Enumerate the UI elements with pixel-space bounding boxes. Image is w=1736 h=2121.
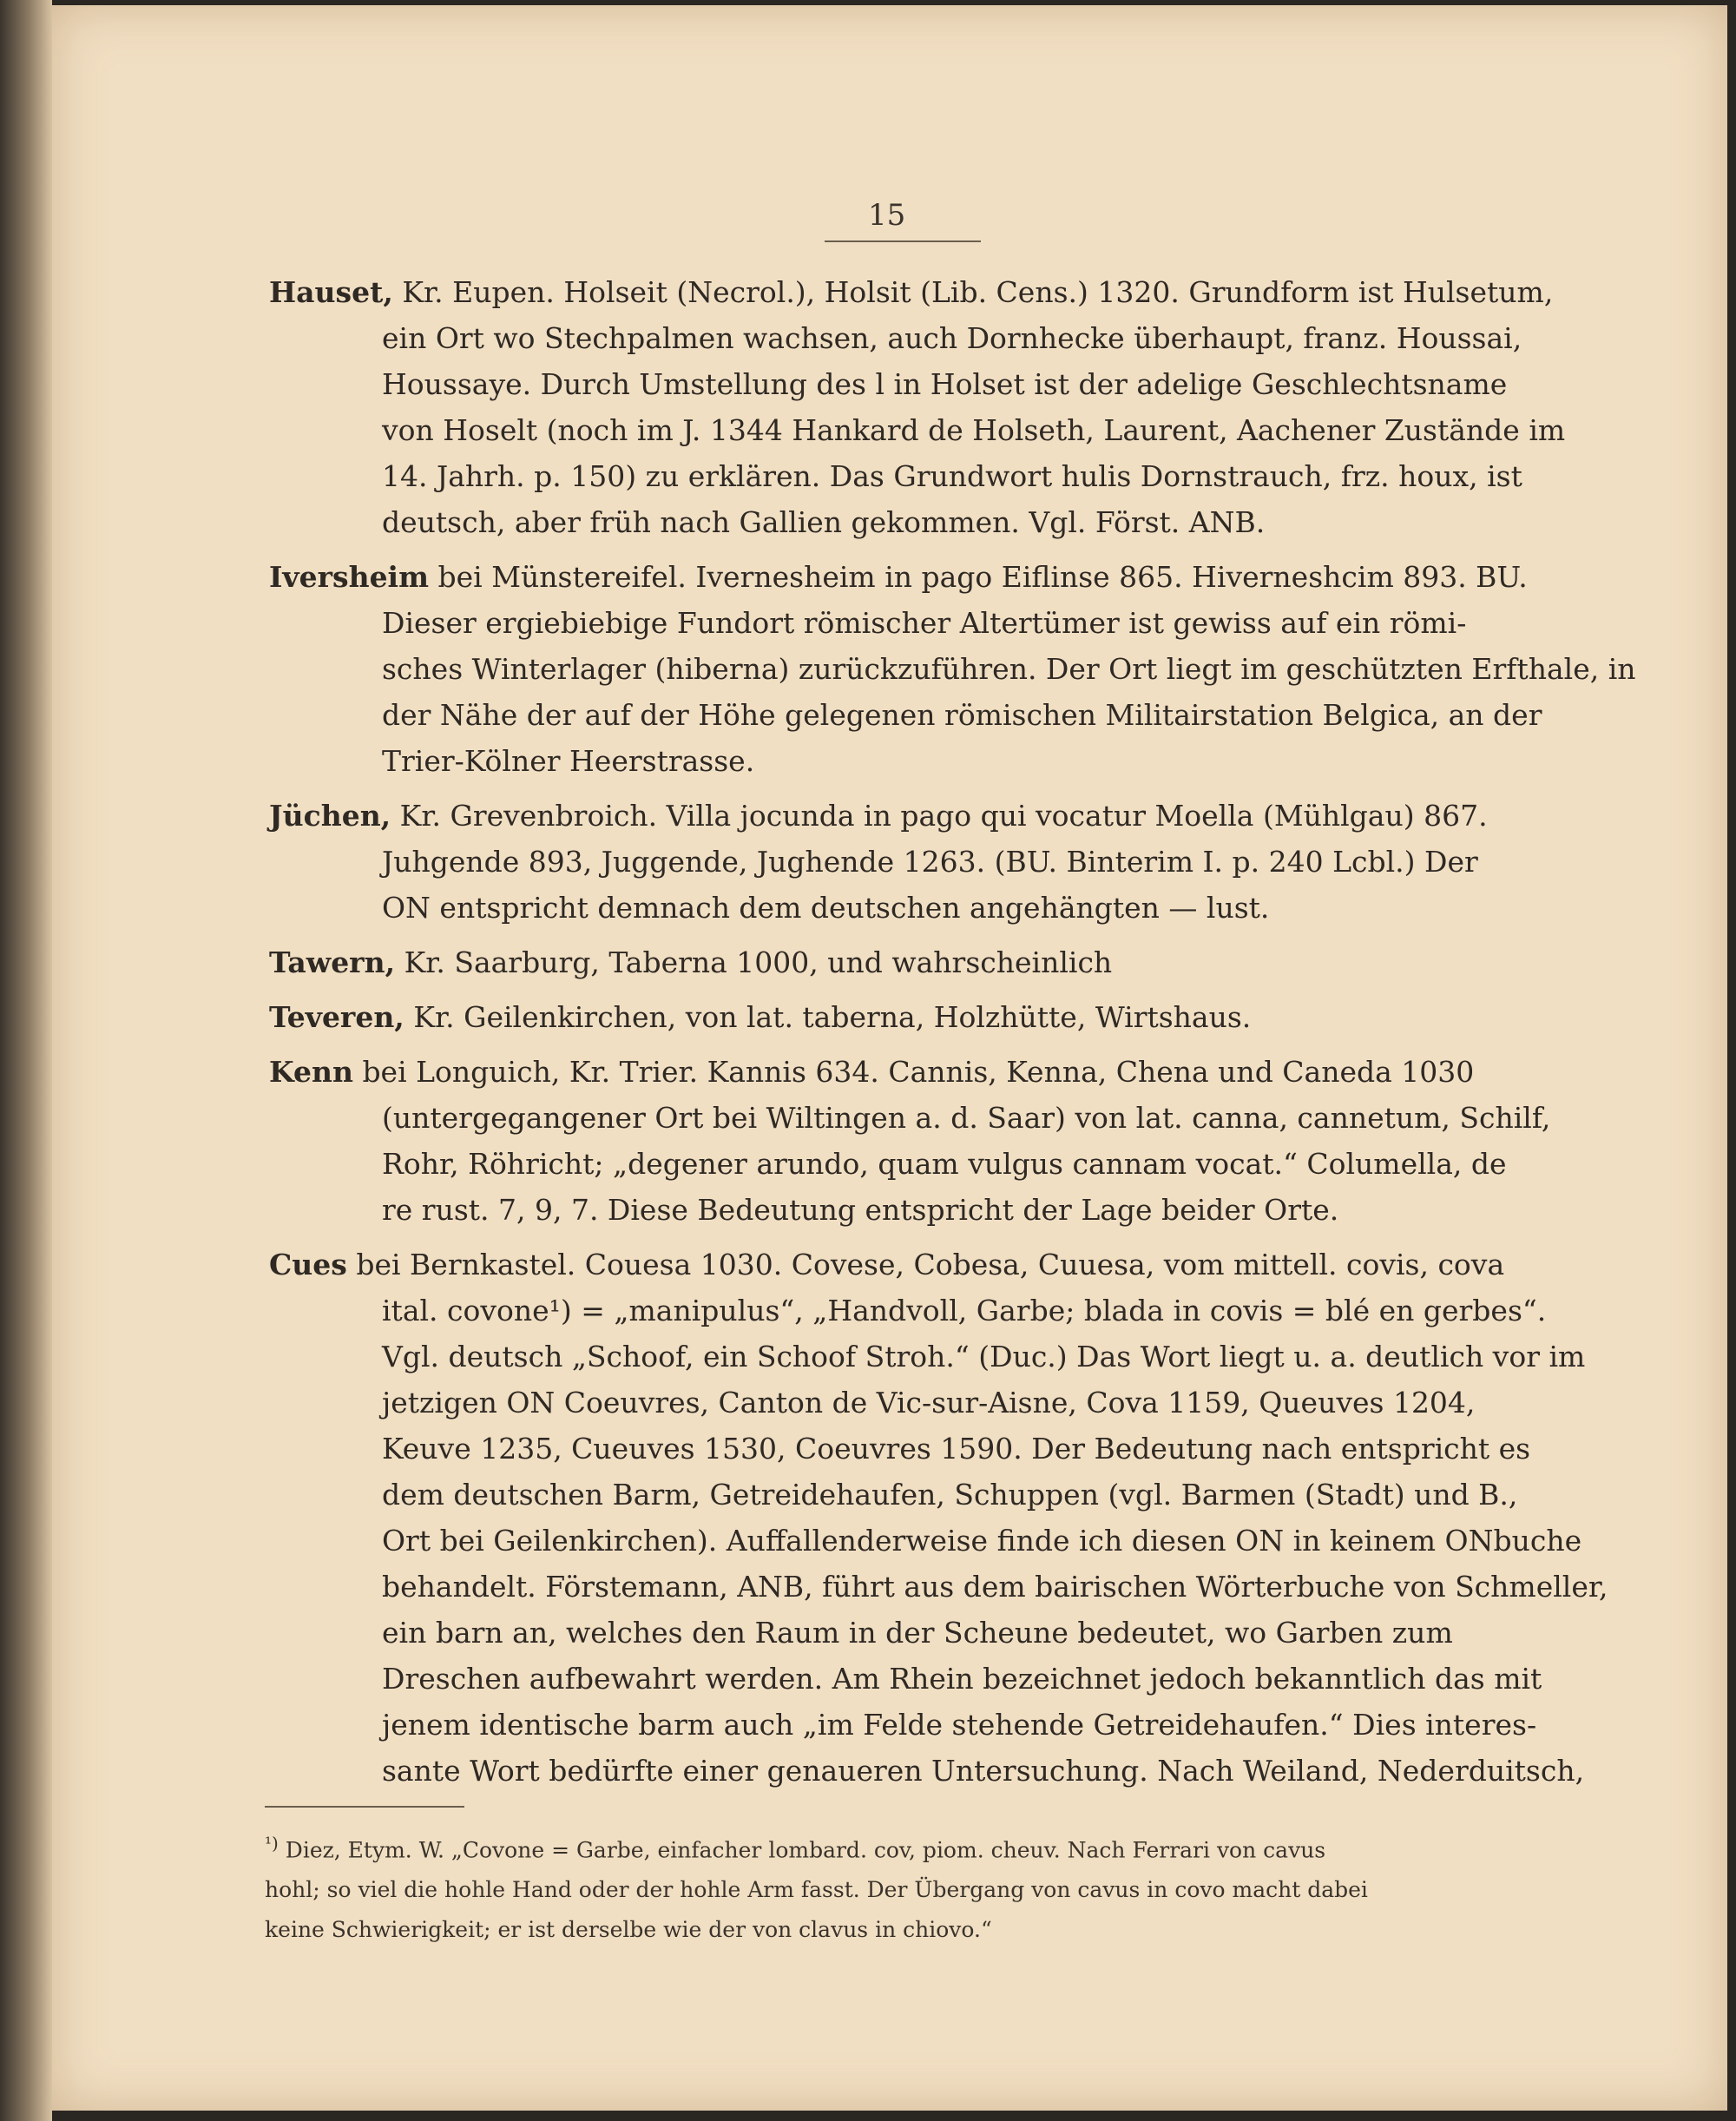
entry-line: Vgl. deutsch „Schoof, ein Schoof Stroh.“ (Duc.) Das Wort liegt u. a. deutlich vor im [382, 1340, 1586, 1373]
entry-cues [269, 1242, 1608, 1794]
entry-hauset [269, 269, 1566, 545]
entry-line: Kr. Geilenkirchen, von lat. taberna, Holzhütte, Wirtshaus. [413, 1000, 1252, 1034]
entry-iversheim [269, 554, 1636, 784]
entry-line: ein barn an, welches den Raum in der Scheune bedeutet, wo Garben zum [382, 1616, 1453, 1650]
entry-line: ital. covone¹) = „manipulus“, „Handvoll, Garbe; blada in covis = blé en gerbes“. [382, 1294, 1547, 1327]
footnote-line: hohl; so viel die hohle Hand oder der hohle Arm fasst. Der Übergang von cavus in covo macht dabei [265, 1877, 1368, 1903]
entry-line: Kr. Grevenbroich. Villa jocunda in pago qui vocatur Moella (Mühlgau) 867. [399, 799, 1488, 833]
entry-line: (untergegangener Ort bei Wiltingen a. d. Saar) von lat. canna, cannetum, Schilf, [382, 1101, 1551, 1135]
entry-teveren [269, 994, 1528, 1040]
entry-headword: Jüchen, [269, 799, 391, 833]
entry-line: ON entspricht demnach dem deutschen angehängten — lust. [382, 891, 1270, 925]
entry-line: sante Wort bedürfte einer genaueren Untersuchung. Nach Weiland, Nederduitsch, [382, 1754, 1585, 1788]
header-rule [825, 240, 981, 242]
entry-line: Kr. Eupen. Holseit (Necrol.), Holsit (Lib. Cens.) 1320. Grundform ist Hulsetum, [402, 275, 1554, 309]
entry-tawern [269, 939, 1528, 985]
entry-line: Ort bei Geilenkirchen). Auffallenderweise finde ich diesen ON in keinem ONbuche [382, 1524, 1582, 1558]
entry-line: der Nähe der auf der Höhe gelegenen römischen Militairstation Belgica, an der [382, 698, 1542, 732]
entry-line: bei Bernkastel. Couesa 1030. Covese, Cobesa, Cuuesa, vom mittell. covis, cova [356, 1248, 1505, 1281]
entry-line: jetzigen ON Coeuvres, Canton de Vic-sur-Aisne, Cova 1159, Queuves 1204, [382, 1386, 1476, 1419]
page-number: 15 [868, 198, 906, 233]
footnote-rule [265, 1806, 464, 1808]
entry-headword: Cues [269, 1248, 347, 1281]
entry-line: behandelt. Förstemann, ANB, führt aus dem bairischen Wörterbuche von Schmeller, [382, 1570, 1608, 1604]
footnote [265, 1823, 1532, 1950]
entry-line: von Hoselt (noch im J. 1344 Hankard de Holseth, Laurent, Aachener Zustände im [382, 413, 1566, 447]
entry-line: deutsch, aber früh nach Gallien gekommen. Vgl. Först. ANB. [382, 505, 1266, 539]
book-gutter [0, 0, 52, 2121]
entry-line: dem deutschen Barm, Getreidehaufen, Schuppen (vgl. Barmen (Stadt) und B., [382, 1478, 1518, 1512]
entry-line: Trier-Kölner Heerstrasse. [382, 744, 755, 778]
entry-line: Kr. Saarburg, Taberna 1000, und wahrscheinlich [404, 945, 1113, 979]
entry-kenn [269, 1049, 1551, 1233]
entry-line: bei Münstereifel. Ivernesheim in pago Eiflinse 865. Hiverneshcim 893. BU. [437, 560, 1528, 594]
entry-line: Juhgende 893, Juggende, Jughende 1263. (BU. Binterim I. p. 240 Lcbl.) Der [382, 845, 1478, 879]
entry-line: bei Longuich, Kr. Trier. Kannis 634. Cannis, Kenna, Chena und Caneda 1030 [362, 1055, 1475, 1089]
entry-headword: Tawern, [269, 945, 396, 979]
entry-line: Houssaye. Durch Umstellung des l in Holset ist der adelige Geschlechtsname [382, 367, 1508, 401]
entry-headword: Iversheim [269, 560, 430, 594]
entry-headword: Teveren, [269, 1000, 404, 1034]
entry-headword: Kenn [269, 1055, 353, 1089]
entry-line: 14. Jahrh. p. 150) zu erklären. Das Grundwort hulis Dornstrauch, frz. houx, ist [382, 459, 1522, 493]
entry-juechen [269, 793, 1528, 931]
footnote-line: Diez, Etym. W. „Covone = Garbe, einfacher lombard. cov, piom. cheuv. Nach Ferrari von cavus [285, 1837, 1326, 1863]
entry-line: Rohr, Röhricht; „degener arundo, quam vulgus cannam vocat.“ Columella, de [382, 1147, 1507, 1181]
entry-line: ein Ort wo Stechpalmen wachsen, auch Dornhecke überhaupt, franz. Houssai, [382, 321, 1522, 355]
dictionary-entries [269, 269, 1636, 1802]
entry-line: re rust. 7, 9, 7. Diese Bedeutung entspricht der Lage beider Orte. [382, 1193, 1339, 1227]
footnote-marker: ¹) [265, 1833, 279, 1854]
footnote-line: keine Schwierigkeit; er ist derselbe wie der von clavus in chiovo.“ [265, 1917, 992, 1943]
entry-headword: Hauset, [269, 275, 393, 309]
entry-line: sches Winterlager (hiberna) zurückzuführen. Der Ort liegt im geschützten Erfthale, in [382, 652, 1636, 686]
entry-line: Keuve 1235, Cueuves 1530, Coeuvres 1590. Der Bedeutung nach entspricht es [382, 1432, 1531, 1466]
entry-line: Dreschen aufbewahrt werden. Am Rhein bezeichnet jedoch bekanntlich das mit [382, 1662, 1542, 1696]
entry-line: jenem identische barm auch „im Felde stehende Getreidehaufen.“ Dies interes- [382, 1708, 1537, 1742]
entry-line: Dieser ergiebiebige Fundort römischer Altertümer ist gewiss auf ein römi- [382, 606, 1467, 640]
